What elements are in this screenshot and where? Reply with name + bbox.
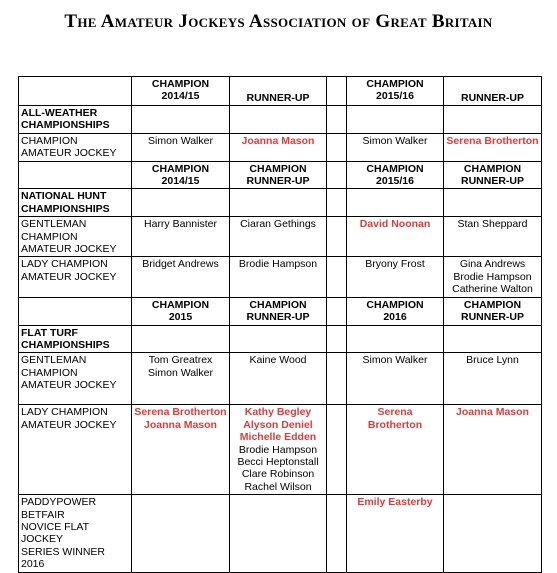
table-row [19, 217, 542, 257]
champion-cell: Serena Brotherton [347, 405, 444, 495]
table-row [19, 353, 542, 405]
header-champion-a: CHAMPION 2014/15 [132, 77, 230, 106]
section-row-national-hunt [19, 189, 542, 217]
header-blank [19, 297, 132, 325]
header-runner-up-b: CHAMPION RUNNER-UP [444, 297, 542, 325]
section-label: NATIONAL HUNT CHAMPIONSHIPS [19, 189, 132, 217]
table-row [19, 257, 542, 297]
section-label: ALL-WEATHER CHAMPIONSHIPS [19, 106, 132, 134]
header-runner-up-a: CHAMPION RUNNER-UP [230, 161, 327, 189]
page-title: The Amateur Jockeys Association of Great Britain [64, 11, 493, 32]
row-label: GENTLEMAN CHAMPION AMATEUR JOCKEY [19, 353, 132, 405]
champion-cell: Bryony Frost [347, 257, 444, 297]
header-runner-up-b: RUNNER-UP [444, 77, 542, 106]
championship-table [18, 76, 542, 573]
runner-up-cell: Ciaran Gethings [230, 217, 327, 257]
header-runner-up-a: RUNNER-UP [230, 77, 327, 106]
runner-up-cell: Joanna Mason [444, 405, 542, 495]
runner-up-cell: Brodie Hampson [230, 257, 327, 297]
section-row-all-weather [19, 106, 542, 134]
champion-cell: Simon Walker [347, 133, 444, 161]
champion-cell: David Noonan [347, 217, 444, 257]
table-row [19, 133, 542, 161]
header-champion-b: CHAMPION 2015/16 [347, 77, 444, 106]
header-champion-a: CHAMPION 2014/15 [132, 161, 230, 189]
header-row-1 [19, 77, 542, 106]
header-blank [19, 161, 132, 189]
champion-cell: Simon Walker [132, 133, 230, 161]
table-row [19, 495, 542, 572]
runner-up-cell: Bruce Lynn [444, 353, 542, 405]
runner-up-cell: Serena Brotherton [444, 133, 542, 161]
runner-up-cell: Stan Sheppard [444, 217, 542, 257]
champion-cell: Harry Bannister [132, 217, 230, 257]
runner-up-cell: Joanna Mason [230, 133, 327, 161]
row-label: LADY CHAMPION AMATEUR JOCKEY [19, 405, 132, 495]
champion-cell: Tom Greatrex Simon Walker [132, 353, 230, 405]
section-row-flat-turf [19, 325, 542, 353]
champion-cell: Bridget Andrews [132, 257, 230, 297]
header-runner-up-a: CHAMPION RUNNER-UP [230, 297, 327, 325]
row-label: GENTLEMAN CHAMPION AMATEUR JOCKEY [19, 217, 132, 257]
table-row [19, 405, 542, 495]
champion-cell: Serena Brotherton Joanna Mason [132, 405, 230, 495]
section-label: FLAT TURF CHAMPIONSHIPS [19, 325, 132, 353]
header-runner-up-b: CHAMPION RUNNER-UP [444, 161, 542, 189]
runner-up-cell: Gina Andrews Brodie Hampson Catherine Walton [444, 257, 542, 297]
header-row-3 [19, 297, 542, 325]
header-champion-b: CHAMPION 2015/16 [347, 161, 444, 189]
row-label: PADDYPOWER BETFAIR NOVICE FLAT JOCKEY SERIES WINNER 2016 [19, 495, 132, 572]
row-label: CHAMPION AMATEUR JOCKEY [19, 133, 132, 161]
header-row-2 [19, 161, 542, 189]
row-label: LADY CHAMPION AMATEUR JOCKEY [19, 257, 132, 297]
header-blank [19, 77, 132, 106]
runner-up-cell: Kathy Begley Alyson Deniel Michelle Edden Brodie Hampson Becci Heptonstall Clare Robinson Rachel Wilson [230, 405, 327, 495]
champion-cell: Simon Walker [347, 353, 444, 405]
header-champion-b: CHAMPION 2016 [347, 297, 444, 325]
spacer-cell [327, 77, 347, 106]
runner-up-cell: Kaine Wood [230, 353, 327, 405]
champion-cell: Emily Easterby [347, 495, 444, 572]
header-champion-a: CHAMPION 2015 [132, 297, 230, 325]
